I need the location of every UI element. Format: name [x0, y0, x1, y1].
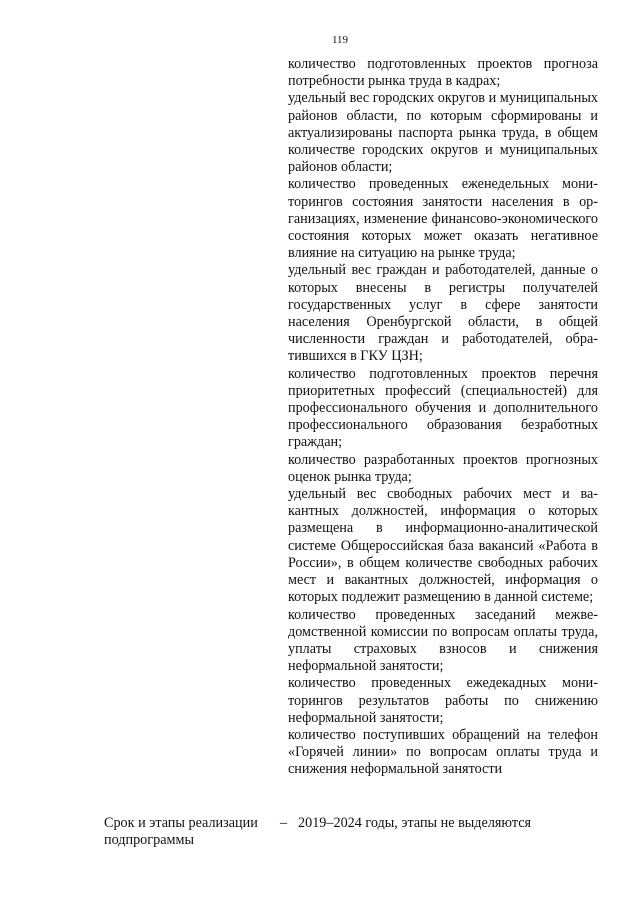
term-label: Срок и этапы реализации подпрограммы: [104, 815, 258, 849]
indicator-item: количество проведенных еженедельных мониторингов состояния занятости населения в организациях, изменение финансово-экономического состояния которых может оказать негативное влияние на ситуацию на рынке труда;: [288, 176, 598, 262]
indicator-item: количество проведенных заседаний межведомственной комиссии по вопросам оплаты труда, уплаты страховых взносов и снижения неформальной занятости;: [288, 606, 598, 675]
indicator-item: удельный вес свободных рабочих мест и вакантных должностей, информация о которых размещена в информационно-аналитической системе Общероссийская база вакансий «Работа в России», в общем количестве свободных рабочих мест и вакантных должностей, информация о которых подлежит размещению в данной системе;: [288, 486, 598, 606]
indicator-item: количество проведенных ежедекадных мониторингов результатов работы по снижению неформальной занятости;: [288, 675, 598, 726]
indicators-list: [288, 56, 598, 779]
term-value: 2019–2024 годы, этапы не выделяются: [298, 815, 532, 831]
indicator-item: количество подготовленных проектов перечня приоритетных профессий (специальностей) для профессионального обучения и дополнительного профессионального образования безработных граждан;: [288, 365, 598, 451]
indicator-item: удельный вес граждан и работодателей, данные о которых внесены в регистры получателей государственных услуг в сфере занятости населения Оренбургской области, в общей численности граждан и работодателей, обратившихся в ГКУ ЦЗН;: [288, 262, 598, 365]
indicator-item: количество разработанных проектов прогнозных оценок рынка труда;: [288, 451, 598, 485]
page-number: 119: [331, 34, 349, 46]
indicator-item: количество подготовленных проектов прогноза потребности рынка труда в кадрах;: [288, 56, 598, 90]
term-dash: –: [280, 815, 288, 831]
indicator-item: удельный вес городских округов и муниципальных районов области, по которым сформированы и актуализированы паспорта рынка труда, в общем количестве городских округов и муниципальных районов области;: [288, 90, 598, 176]
indicator-item: количество поступивших обращений на телефон «Горячей линии» по вопросам оплаты труда и снижения неформальной занятости: [288, 726, 598, 778]
